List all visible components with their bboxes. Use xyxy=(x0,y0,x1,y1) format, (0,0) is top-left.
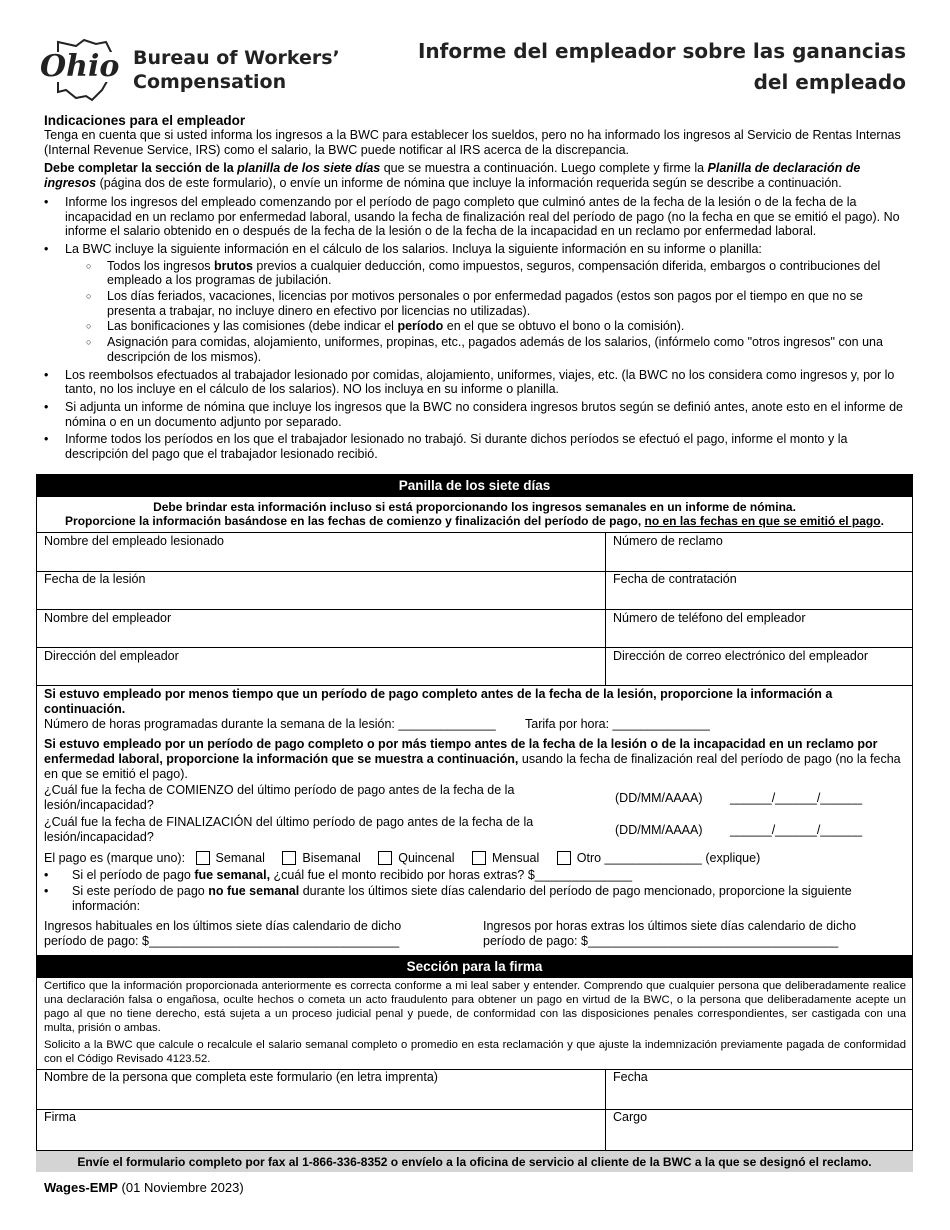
seven-day-section-title: Panilla de los siete días xyxy=(36,474,913,497)
employer-name-field[interactable]: Nombre del empleador xyxy=(44,611,172,625)
instructions-section xyxy=(44,113,906,465)
checkbox[interactable] xyxy=(282,851,296,865)
pay-option-monthly[interactable]: Mensual xyxy=(472,851,539,865)
checkbox[interactable] xyxy=(196,851,210,865)
recalculation-request: Solicito a la BWC que calcule o recalcule el salario semanal completo o promedio en esta reclamación y que ajuste la indemnización previamente pagada de conformidad con el Código Revisado 4123.52. xyxy=(44,1039,906,1065)
hourly-rate-field[interactable]: Tarifa por hora: ______________ xyxy=(525,717,710,731)
form-id: Wages-EMP (01 Noviembre 2023) xyxy=(44,1180,244,1195)
less-than-period-heading: Si estuvo empleado por menos tiempo que un período de pago completo antes de la fecha de la lesión, proporcione la información a continuación. xyxy=(44,687,833,716)
end-date-format: (DD/MM/AAAA) xyxy=(615,823,703,837)
end-date-question: ¿Cuál fue la fecha de FINALIZACIÓN del último período de pago antes de la fecha de la lesión/incapacidad? xyxy=(44,815,534,844)
sub-list-item: ○ Los días feriados, vacaciones, licencias por motivos personales o por enfermedad pagados (estos son pagos por el tiempo en que no se presenta a trabajar, no incluye dinero en efectivo por licencias no utilizadas). xyxy=(86,289,906,318)
date-field[interactable]: Fecha xyxy=(613,1070,648,1084)
list-item: • La BWC incluye la siguiente información en el cálculo de los salarios. Incluya la siguiente información en su informe o planilla: ○ Todos los ingresos brutos previos a cualquier deducción, como impuestos, seguros, compensación diferida, embargos o contribuciones del empleado a los programas de jubilación. ○ Los días feriados, vacaciones, licencias por motivos personales o por enfermedad pagados (estos son pagos por el tiempo en que no se presenta a trabajar, no incluye dinero en efectivo por licencias no utilizadas). ○ Las bonificaciones y las comisiones (debe indicar el período en el que se obtuvo el bono o la comisión). ○ Asignación para comidas, alojamiento, uniformes, propinas, etc., pagados además de los salarios, (infórmelo como "otros ingresos" con una descripción de los mismos). xyxy=(44,242,906,365)
job-title-field[interactable]: Cargo xyxy=(613,1110,648,1124)
pay-option-other[interactable]: Otro ______________ (explique) xyxy=(557,851,761,865)
instructions-requirement: Debe completar la sección de la planilla de los siete días que se muestra a continuación. Luego complete y firme la Planilla de declaración de ingresos (página dos de este formulario), o envíe un informe de nómina que incluye la información requerida según se describe a continuación. xyxy=(44,161,861,191)
checkbox[interactable] xyxy=(557,851,571,865)
pay-frequency-label: El pago es (marque uno): xyxy=(44,851,186,865)
injury-date-field[interactable]: Fecha de la lesión xyxy=(44,572,146,586)
signature-section-title: Sección para la firma xyxy=(36,955,913,978)
document-title: Informe del empleador sobre las ganancias del empleado xyxy=(417,39,906,94)
checkbox[interactable] xyxy=(378,851,392,865)
pay-option-biweekly[interactable]: Bisemanal xyxy=(282,851,360,865)
list-item: • Informe los ingresos del empleado comenzando por el período de pago completo que culminó antes de la fecha de la lesión o de la fecha de la incapacidad en un reclamo por enfermedad laboral, usando la fecha de finalización real del período de pago (no la fecha en que se emitió el pago). No informe el salario obtenido en o después de la fecha de la lesión o de la fecha de la incapacidad en un reclamo por enfermedad laboral. xyxy=(44,195,906,239)
org-name-line2: Compensation xyxy=(133,71,287,93)
instructions-heading: Indicaciones para el empleador xyxy=(44,113,246,128)
sub-list-item: ○ Las bonificaciones y las comisiones (debe indicar el período en el que se obtuvo el bono o la comisión). xyxy=(86,319,906,334)
employer-phone-field[interactable]: Número de teléfono del empleador xyxy=(613,611,806,625)
list-item: • Si adjunta un informe de nómina que incluye los ingresos que la BWC no considera ingresos brutos según se definió antes, anote esto en el informe de nómina o en un documento adjunto por separado. xyxy=(44,400,906,429)
pay-option-weekly[interactable]: Semanal xyxy=(196,851,265,865)
employer-email-field[interactable]: Dirección de correo electrónico del empleador xyxy=(613,649,868,663)
sub-list xyxy=(65,259,906,365)
list-item: • Los reembolsos efectuados al trabajador lesionado por comidas, alojamiento, uniformes, viajes, etc. (la BWC no los considera como ingresos y, por lo tanto, no los incluye en el cálculo de los salarios). NO los incluya en su informe o planilla. xyxy=(44,368,906,397)
weekly-overtime-field[interactable]: • Si el período de pago fue semanal, ¿cuál fue el monto recibido por horas extras? $______________ xyxy=(44,868,633,882)
claim-number-field[interactable]: Número de reclamo xyxy=(613,534,723,548)
logo-wordmark: Ohio xyxy=(40,49,120,84)
org-name-line1: Bureau of Workers’ xyxy=(133,47,340,69)
start-date-question: ¿Cuál fue la fecha de COMIENZO del último período de pago antes de la fecha de la lesión/incapacidad? xyxy=(44,783,515,812)
seven-day-note: Debe brindar esta información incluso si está proporcionando los ingresos semanales en un informe de nómina. Proporcione la información basándose en las fechas de comienzo y finalización del período de pago, no en las fechas en que se emitió el pago. xyxy=(65,500,884,528)
full-period-heading: Si estuvo empleado por un período de pago completo o por más tiempo antes de la fecha de la lesión o de la incapacidad en un reclamo por enfermedad laboral, proporcione la información que se muestra a continuación, usando la fecha de finalización real del período de pago (no la fecha en que se emitió el pago). xyxy=(44,737,901,781)
checkbox[interactable] xyxy=(472,851,486,865)
signature-field[interactable]: Firma xyxy=(44,1110,76,1124)
employee-name-field[interactable]: Nombre del empleado lesionado xyxy=(44,534,224,548)
overtime-income-field[interactable]: Ingresos por horas extras los últimos siete días calendario de dicho período de pago: $____________________________________ xyxy=(483,919,857,948)
pay-frequency-row xyxy=(44,851,906,866)
preparer-name-field[interactable]: Nombre de la persona que completa este formulario (en letra imprenta) xyxy=(44,1070,438,1084)
submission-instructions: Envíe el formulario completo por fax al 1-866-336-8352 o envíelo a la oficina de servicio al cliente de la BWC a la que se designó el reclamo. xyxy=(36,1150,913,1172)
instructions-intro: Tenga en cuenta que si usted informa los ingresos a la BWC para establecer los sueldos, pero no ha informado los ingresos al Servicio de Rentas Internas (Internal Revenue Service, IRS) como el salario, la BWC puede notificar al IRS acerca de la discrepancia. xyxy=(44,128,901,157)
list-item: • Informe todos los períodos en los que el trabajador lesionado no trabajó. Si durante dichos períodos se efectuó el pago, informe el monto y la descripción del pago que el trabajador lesionado recibió. xyxy=(44,432,906,461)
employer-address-field[interactable]: Dirección del empleador xyxy=(44,649,179,663)
pay-option-semimonthly[interactable]: Quincenal xyxy=(378,851,454,865)
scheduled-hours-field[interactable]: Número de horas programadas durante la semana de la lesión: ______________ xyxy=(44,717,496,731)
start-date-input[interactable]: ______/______/______ xyxy=(730,791,863,805)
not-weekly-instruction: • Si este período de pago no fue semanal durante los últimos siete días calendario del período de pago mencionado, proporcione la siguiente información: xyxy=(44,884,852,913)
start-date-format: (DD/MM/AAAA) xyxy=(615,791,703,805)
regular-income-field[interactable]: Ingresos habituales en los últimos siete días calendario de dicho período de pago: $____________________________________ xyxy=(44,919,402,948)
sub-list-item: ○ Todos los ingresos brutos previos a cualquier deducción, como impuestos, seguros, compensación diferida, embargos o contribuciones del empleado a los programas de jubilación. xyxy=(86,259,906,288)
sub-list-item: ○ Asignación para comidas, alojamiento, uniformes, propinas, etc., pagados además de los salarios, (infórmelo como "otros ingresos" con una descripción de los mismos). xyxy=(86,335,906,364)
certification-text: Certifico que la información proporcionada anteriormente es correcta conforme a mi leal saber y entender. Comprendo que cualquier persona que deliberadamente realice una declaración falsa o engañosa, oculte hechos o cometa un acto fraudulento para obtener un pago en virtud de la BWC, o la persona que deliberadamente acepte un pago al que no tiene derecho, está sujeta a un proceso judicial penal y puede, de conformidad con las disposiciones penales correspondientes, ser castigada con una multa, prisión o ambas. xyxy=(44,980,906,1034)
ohio-logo xyxy=(36,34,126,104)
instructions-list xyxy=(44,195,906,462)
org-name xyxy=(133,46,340,94)
hire-date-field[interactable]: Fecha de contratación xyxy=(613,572,737,586)
end-date-input[interactable]: ______/______/______ xyxy=(730,823,863,837)
